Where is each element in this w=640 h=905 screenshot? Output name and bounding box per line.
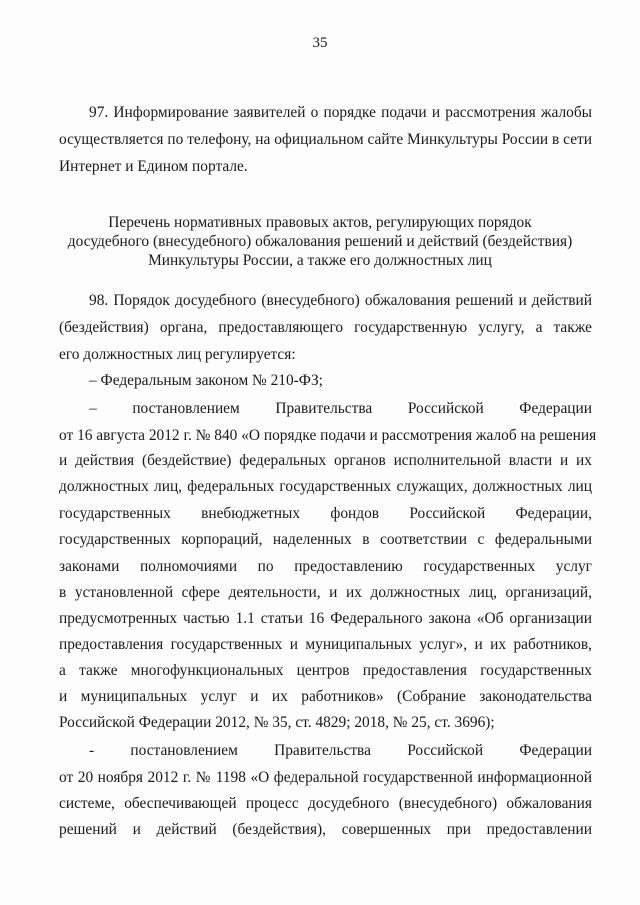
list-item-2-line-5: государственных внебюджетных фондов Российской Федерации, [59, 505, 592, 522]
para-97-line-2: осуществляется по телефону, на официальном сайте Минкультуры России в сети [59, 131, 592, 148]
para-98-line-1: 98. Порядок досудебного (внесудебного) обжалования решений и действий [89, 292, 592, 309]
list-item-2-line-11: а также многофункциональных центров предоставления государственных [59, 662, 592, 679]
list-item-2-line-13: Российской Федерации 2012, № 35, ст. 4829; 2018, № 25, ст. 3696); [59, 714, 495, 731]
para-98-line-3: его должностных лиц регулируется: [59, 346, 296, 363]
heading-line-3: Минкультуры России, а также его должностных лиц [148, 252, 492, 269]
list-item-2-line-3: и действия (бездействие) федеральных органов исполнительной власти и их [59, 452, 592, 469]
list-item-2-line-6: государственных корпораций, наделенных в соответствии с федеральными [59, 531, 592, 548]
list-item-2-line-1: – постановлением Правительства Российской Федерации [89, 400, 592, 417]
list-item-3-line-2: от 20 ноября 2012 г. № 1198 «О федеральной государственной информационной [59, 769, 592, 786]
list-item-3-line-4: решений и действий (бездействия), совершенных при предоставлении [59, 821, 592, 838]
heading-line-2: досудебного (внесудебного) обжалования решений и действий (бездействия) [67, 233, 573, 250]
list-item-2-line-9: предусмотренных частью 1.1 статьи 16 Федерального закона «Об организации [59, 610, 592, 627]
para-98-line-2: (бездействия) органа, предоставляющего государственную услугу, а также [59, 319, 592, 336]
list-item-2-line-7: законами полномочиями по предоставлению государственных услуг [59, 558, 592, 575]
list-item-2-line-12: и муниципальных услуг и их работников» (Собрание законодательства [59, 688, 592, 705]
para-97-line-1: 97. Информирование заявителей о порядке подачи и рассмотрения жалобы [89, 104, 592, 121]
list-item-2-line-10: предоставления государственных и муниципальных услуг», и их работников, [59, 636, 592, 653]
para-97-line-3: Интернет и Едином портале. [59, 158, 248, 175]
list-item-3-line-1: - постановлением Правительства Российской Федерации [89, 742, 592, 759]
heading-line-1: Перечень нормативных правовых актов, регулирующих порядок [108, 214, 532, 231]
list-item-1: – Федеральным законом № 210-ФЗ; [89, 372, 323, 389]
list-item-3-line-3: системе, обеспечивающей процесс досудебного (внесудебного) обжалования [59, 795, 592, 812]
list-item-2-line-4: должностных лиц, федеральных государственных служащих, должностных лиц [59, 478, 592, 495]
page-number: 35 [312, 35, 328, 51]
list-item-2-line-2: от 16 августа 2012 г. № 840 «О порядке подачи и рассмотрения жалоб на решения [59, 427, 597, 444]
list-item-2-line-8: в установленной сфере деятельности, и их должностных лиц, организаций, [59, 584, 592, 601]
